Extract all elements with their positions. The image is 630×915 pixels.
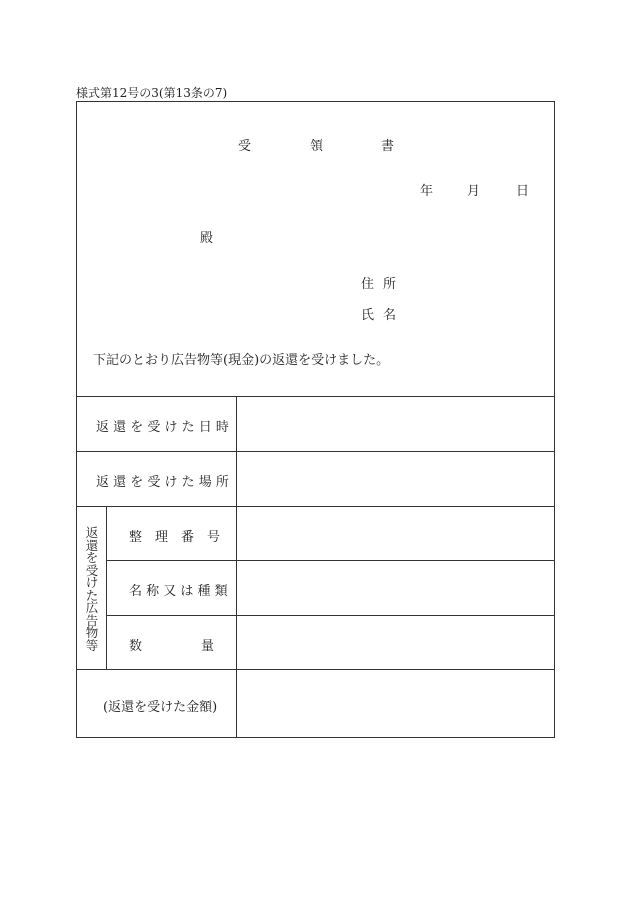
return-place-field[interactable] — [237, 452, 554, 506]
date-month-label: 月 — [467, 184, 481, 199]
address-label-char: 住 — [361, 277, 375, 292]
date-day-label: 日 — [516, 184, 530, 199]
name-or-type-field[interactable] — [237, 561, 554, 615]
returned-amount-label: (返還を受けた金額) — [103, 700, 218, 715]
return-datetime-field[interactable] — [237, 397, 554, 451]
return-datetime-label: 返 還 を 受 け た 日 時 — [96, 420, 229, 435]
document-title-char: 受 — [238, 139, 252, 154]
name-label-char: 名 — [383, 308, 397, 323]
quantity-label-char: 数 — [129, 639, 143, 654]
address-label-char: 所 — [383, 277, 397, 292]
divider — [106, 506, 107, 669]
returned-items-group-label: 返還を受けた広告物等 — [85, 525, 99, 653]
return-place-label: 返 還 を 受 け た 場 所 — [96, 475, 229, 490]
addressee-suffix: 殿 — [200, 231, 214, 246]
serial-number-label: 整 理 番 号 — [129, 530, 221, 545]
document-title-char: 領 — [310, 139, 324, 154]
serial-number-field[interactable] — [237, 507, 554, 560]
document-title-char: 書 — [381, 139, 395, 154]
name-label-char: 氏 — [361, 308, 375, 323]
name-or-type-label: 名 称 又 は 種 類 — [129, 584, 228, 599]
form-number-label: 様式第12号の3(第13条の7) — [76, 86, 228, 100]
quantity-field[interactable] — [237, 616, 554, 669]
quantity-label-char: 量 — [201, 639, 215, 654]
receipt-statement: 下記のとおり広告物等(現金)の返還を受けました。 — [93, 353, 390, 368]
date-year-label: 年 — [420, 184, 434, 199]
returned-amount-field[interactable] — [237, 670, 554, 737]
